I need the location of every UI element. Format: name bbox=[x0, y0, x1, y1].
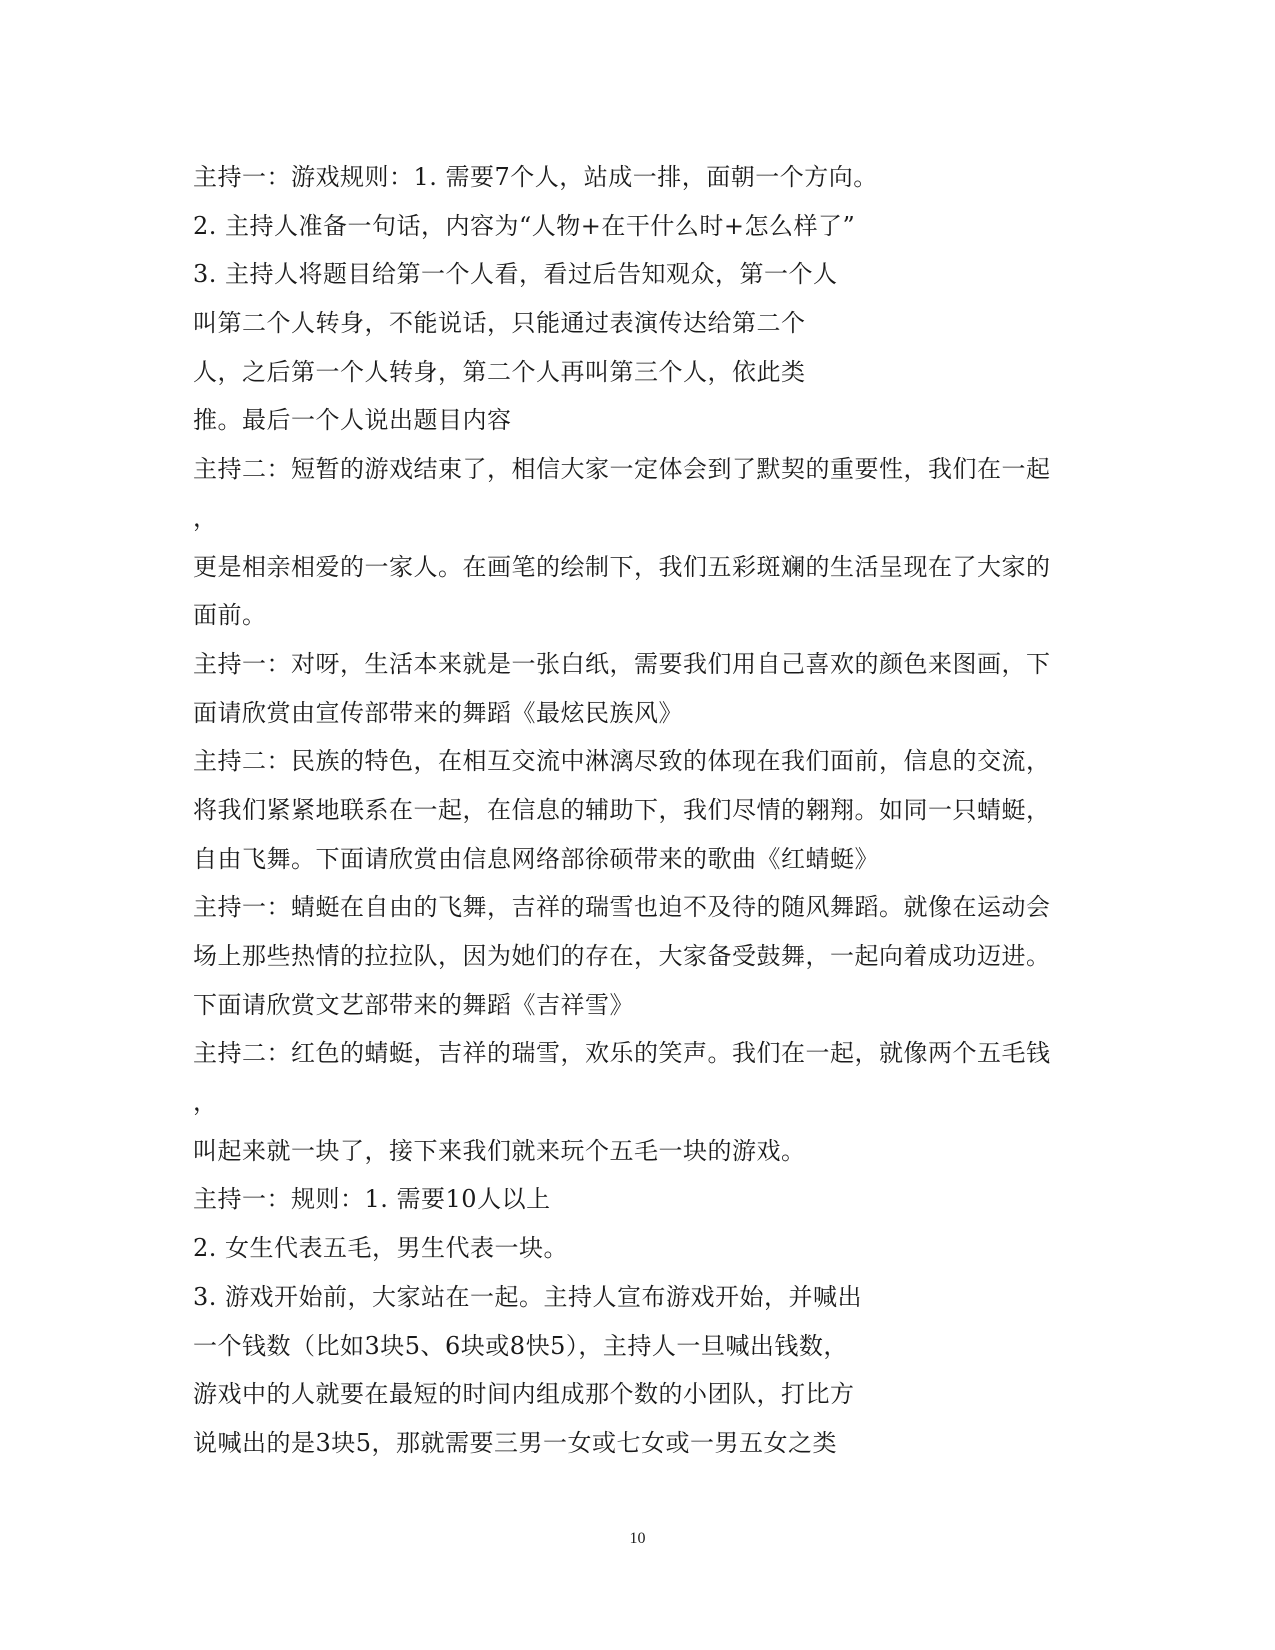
text-line: 更是相亲相爱的一家人。在画笔的绘制下，我们五彩斑斓的生活呈现在了大家的 bbox=[193, 552, 1051, 581]
body-text bbox=[193, 153, 1093, 1468]
text-line: 2. 女生代表五毛，男生代表一块。 bbox=[193, 1234, 569, 1263]
text-line: 主持二：短暂的游戏结束了，相信大家一定体会到了默契的重要性，我们在一起 bbox=[193, 455, 1051, 484]
text-line: 游戏中的人就要在最短的时间内组成那个数的小团队，打比方 bbox=[193, 1380, 855, 1409]
text-line: ， bbox=[193, 1088, 218, 1117]
text-line: 将我们紧紧地联系在一起，在信息的辅助下，我们尽情的翱翔。如同一只蜻蜓， bbox=[193, 795, 1051, 824]
text-line: 2. 主持人准备一句话，内容为“人物+在干什么时+怎么样了” bbox=[193, 211, 856, 240]
text-line: 主持一：游戏规则：1. 需要7个人，站成一排，面朝一个方向。 bbox=[193, 163, 878, 191]
text-line: 主持一：规则：1. 需要10人以上 bbox=[193, 1185, 551, 1214]
text-line: 下面请欣赏文艺部带来的舞蹈《吉祥雪》 bbox=[193, 990, 634, 1019]
text-line: 主持二：民族的特色，在相互交流中淋漓尽致的体现在我们面前，信息的交流， bbox=[193, 747, 1051, 776]
text-line: 3. 游戏开始前，大家站在一起。主持人宣布游戏开始，并喊出 bbox=[193, 1282, 863, 1311]
text-line: 一个钱数（比如3块5、6块或8快5），主持人一旦喊出钱数， bbox=[193, 1331, 848, 1360]
text-line: ， bbox=[193, 503, 218, 532]
text-line: 主持一：对呀，生活本来就是一张白纸，需要我们用自己喜欢的颜色来图画，下 bbox=[193, 649, 1051, 678]
text-line: 叫第二个人转身，不能说话，只能通过表演传达给第二个 bbox=[193, 309, 806, 338]
text-line: 主持二：红色的蜻蜓，吉祥的瑞雪，欢乐的笑声。我们在一起，就像两个五毛钱 bbox=[193, 1039, 1051, 1068]
text-line: 场上那些热情的拉拉队，因为她们的存在，大家备受鼓舞，一起向着成功迈进。 bbox=[193, 942, 1051, 970]
text-line: 面前。 bbox=[193, 601, 267, 630]
page-number: 10 bbox=[629, 1530, 646, 1547]
text-line: 说喊出的是3块5，那就需要三男一女或七女或一男五女之类 bbox=[193, 1428, 838, 1457]
text-line: 主持一：蜻蜓在自由的飞舞，吉祥的瑞雪也迫不及待的随风舞蹈。就像在运动会 bbox=[193, 893, 1051, 922]
text-line: 3. 主持人将题目给第一个人看，看过后告知观众，第一个人 bbox=[193, 260, 838, 289]
text-line: 面请欣赏由宣传部带来的舞蹈《最炫民族风》 bbox=[193, 698, 683, 727]
text-line: 人，之后第一个人转身，第二个人再叫第三个人，依此类 bbox=[193, 357, 806, 386]
text-line: 叫起来就一块了，接下来我们就来玩个五毛一块的游戏。 bbox=[193, 1136, 806, 1165]
text-line: 自由飞舞。下面请欣赏由信息网络部徐硕带来的歌曲《红蜻蜓》 bbox=[193, 844, 879, 873]
text-line: 推。最后一个人说出题目内容 bbox=[193, 406, 512, 435]
